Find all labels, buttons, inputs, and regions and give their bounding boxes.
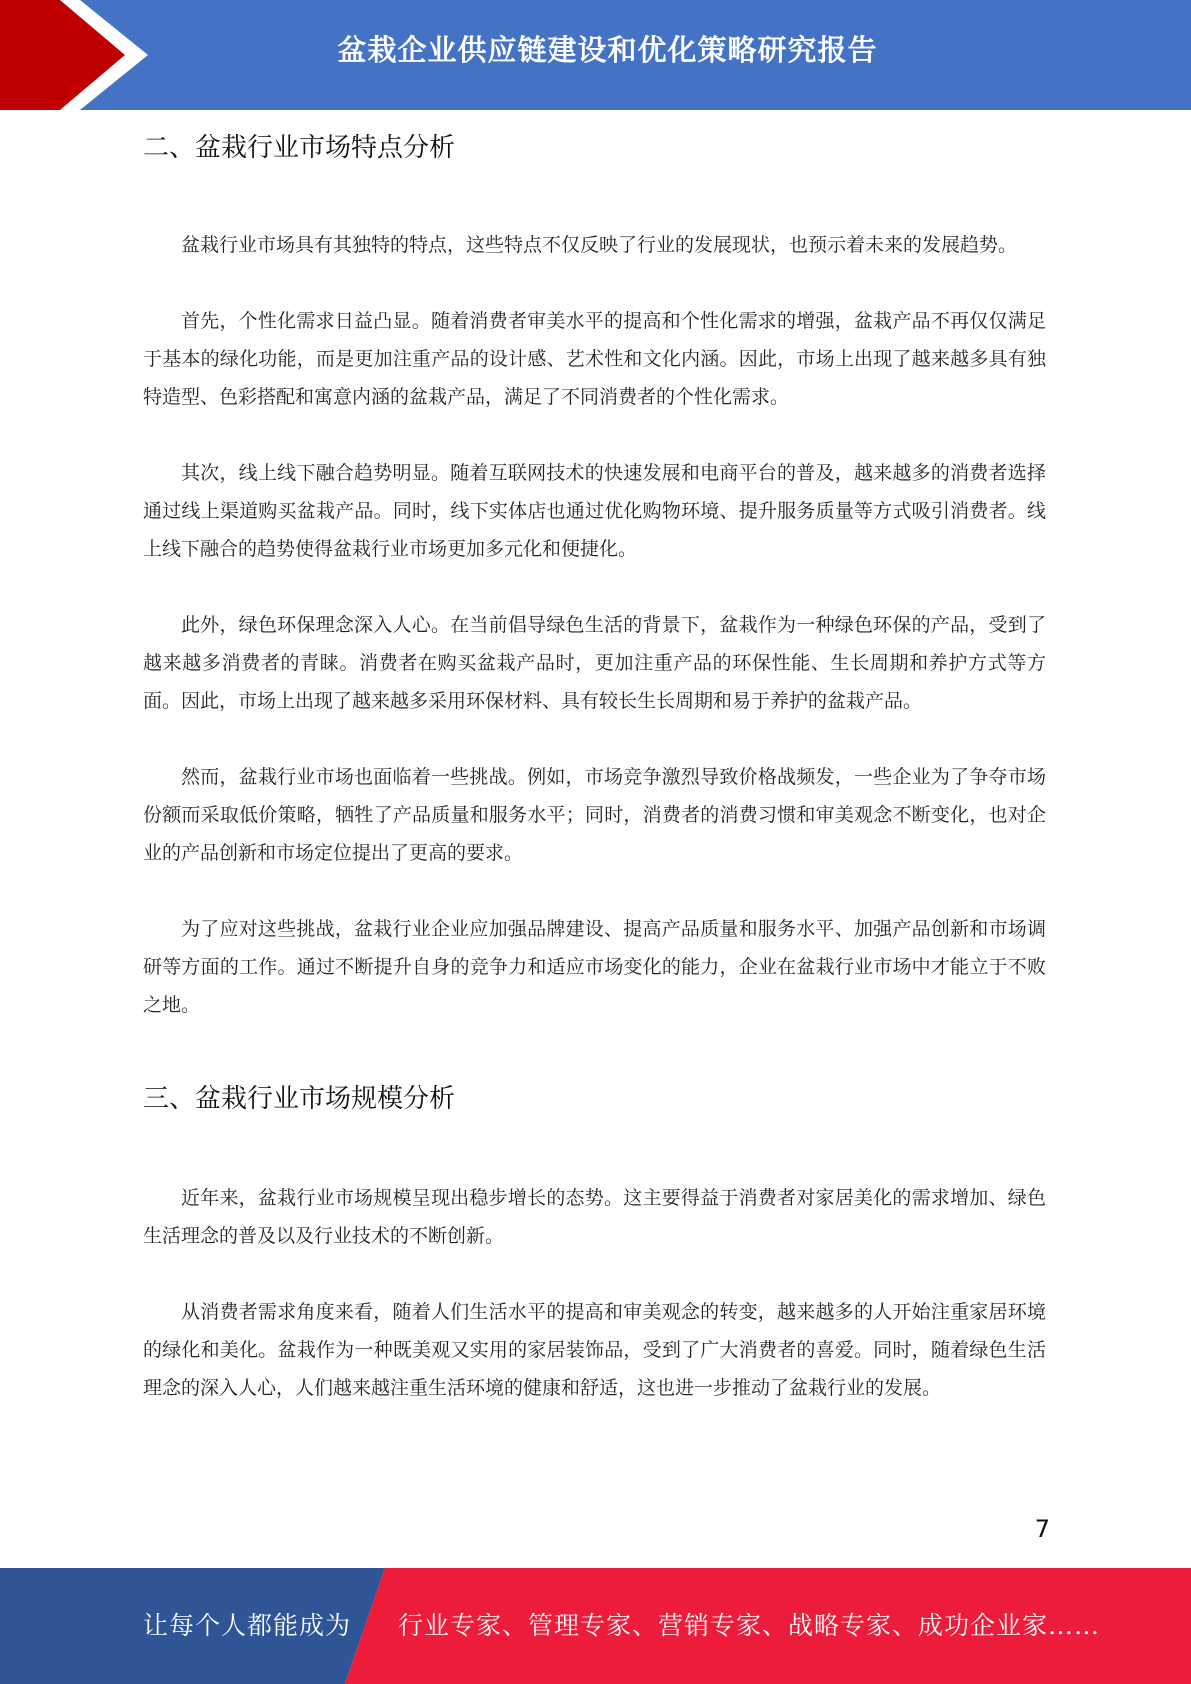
- footer-slogan-left: 让每个人都能成为: [143, 1611, 352, 1640]
- paragraph: 其次，线上线下融合趋势明显。随着互联网技术的快速发展和电商平台的普及，越来越多的消费者选择通过线上渠道购买盆栽产品。同时，线下实体店也通过优化购物环境、提升服务质量等方式吸引消费者。线上线下融合的趋势使得盆栽行业市场更加多元化和便捷化。: [143, 462, 1046, 560]
- header-bar: [0, 0, 1191, 110]
- paragraph: 然而，盆栽行业市场也面临着一些挑战。例如，市场竞争激烈导致价格战频发，一些企业为了争夺市场份额而采取低价策略，牺牲了产品质量和服务水平；同时，消费者的消费习惯和审美观念不断变化，也对企业的产品创新和市场定位提出了更高的要求。: [143, 766, 1046, 864]
- header-arrow-decoration: [0, 0, 160, 110]
- footer-banner: [0, 1568, 1191, 1684]
- section-heading: 二、盆栽行业市场特点分析: [143, 133, 456, 163]
- document-title: 盆栽企业供应链建设和优化策略研究报告: [337, 33, 878, 67]
- page-number: 7: [1034, 1515, 1050, 1543]
- paragraph: 盆栽行业市场具有其独特的特点，这些特点不仅反映了行业的发展现状，也预示着未来的发展趋势。: [181, 234, 1018, 256]
- paragraph: 从消费者需求角度来看，随着人们生活水平的提高和审美观念的转变，越来越多的人开始注重家居环境的绿化和美化。盆栽作为一种既美观又实用的家居装饰品，受到了广大消费者的喜爱。同时，随着绿色生活理念的深入人心，人们越来越注重生活环境的健康和舒适，这也进一步推动了盆栽行业的发展。: [143, 1301, 1046, 1399]
- page-content: [143, 128, 1046, 1407]
- paragraph: 近年来，盆栽行业市场规模呈现出稳步增长的态势。这主要得益于消费者对家居美化的需求增加、绿色生活理念的普及以及行业技术的不断创新。: [143, 1187, 1046, 1247]
- section-heading: 三、盆栽行业市场规模分析: [143, 1084, 456, 1114]
- paragraph: 此外，绿色环保理念深入人心。在当前倡导绿色生活的背景下，盆栽作为一种绿色环保的产品，受到了越来越多消费者的青睐。消费者在购买盆栽产品时，更加注重产品的环保性能、生长周期和养护方式等方面。因此，市场上出现了越来越多采用环保材料、具有较长生长周期和易于养护的盆栽产品。: [143, 614, 1046, 712]
- paragraph: 为了应对这些挑战，盆栽行业企业应加强品牌建设、提高产品质量和服务水平、加强产品创新和市场调研等方面的工作。通过不断提升自身的竞争力和适应市场变化的能力，企业在盆栽行业市场中才能立于不败之地。: [143, 918, 1046, 1016]
- paragraph: 首先，个性化需求日益凸显。随着消费者审美水平的提高和个性化需求的增强，盆栽产品不再仅仅满足于基本的绿化功能，而是更加注重产品的设计感、艺术性和文化内涵。因此，市场上出现了越来越多具有独特造型、色彩搭配和寓意内涵的盆栽产品，满足了不同消费者的个性化需求。: [143, 310, 1046, 408]
- footer-slogan-right: 行业专家、管理专家、营销专家、战略专家、成功企业家……: [398, 1611, 1101, 1640]
